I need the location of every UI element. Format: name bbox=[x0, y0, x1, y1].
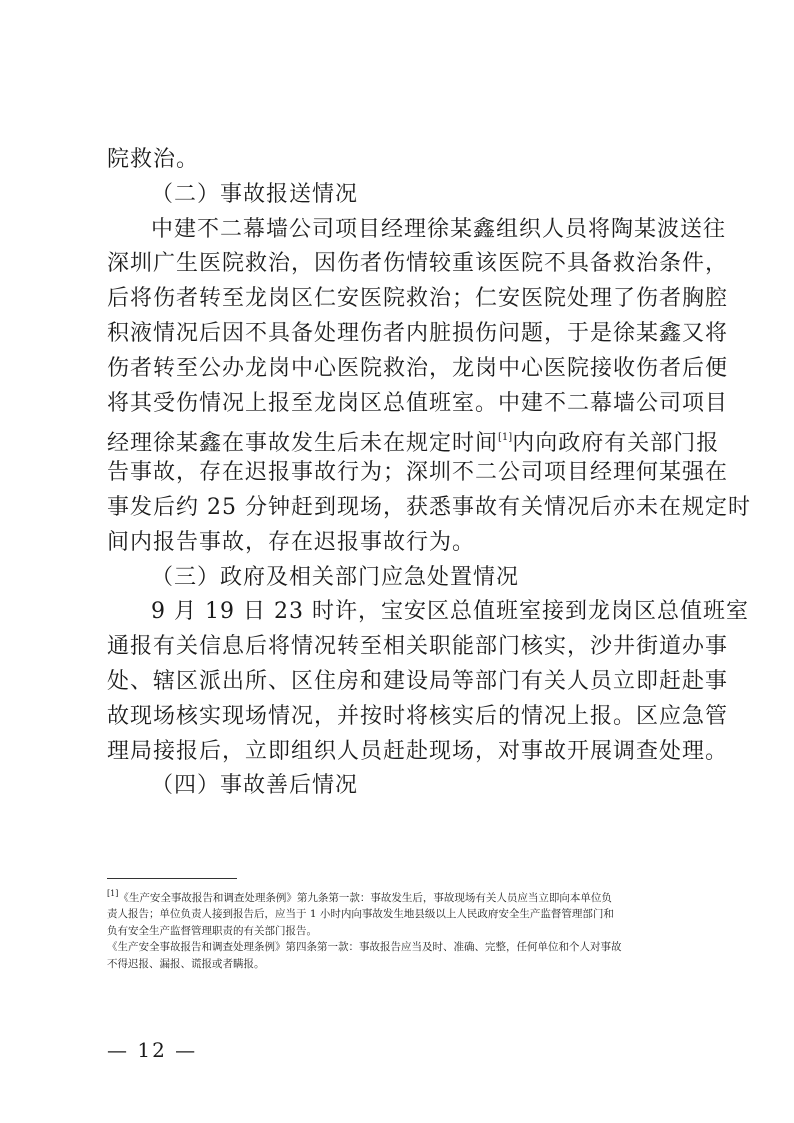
body-text bbox=[107, 143, 751, 804]
paragraph-line: 9 月 19 日 23 时许，宝安区总值班室接到龙岗区总值班室 bbox=[151, 599, 749, 625]
line-segment: 经理徐某鑫在事故发生后未在规定时间 bbox=[107, 431, 499, 457]
section-heading: （四）事故善后情况 bbox=[151, 773, 359, 799]
footnote-reference[interactable]: [1] bbox=[498, 432, 513, 444]
footnote-divider bbox=[107, 878, 237, 879]
section-heading: （三）政府及相关部门应急处置情况 bbox=[151, 564, 520, 590]
paragraph-line: 中建不二幕墙公司项目经理徐某鑫组织人员将陶某波送往 bbox=[151, 216, 727, 242]
paragraph-line: 深圳广生医院救治，因伤者伤情较重该医院不具备救治条件， bbox=[107, 251, 729, 277]
paragraph-line-with-footnote bbox=[107, 421, 720, 457]
footnote-line: 责人报告；单位负责人接到报告后，应当于 1 小时内向事故发生地县级以上人民政府安全生产监督管理部门和 bbox=[107, 908, 614, 921]
paragraph-line: 事发后约 25 分钟赶到现场，获悉事故有关情况后亦未在规定时 bbox=[107, 494, 751, 520]
line-segment: 内向政府有关部门报 bbox=[512, 431, 720, 457]
footnote-text: 《生产安全事故报告和调查处理条例》第九条第一款：事故发生后，事故现场有关人员应当立即向本单位负 bbox=[118, 892, 612, 904]
footnote-line: 不得迟报、漏报、谎报或者瞒报。 bbox=[107, 957, 265, 970]
paragraph-line: 后将伤者转至龙岗区仁安医院救治；仁安医院处理了伤者胸腔 bbox=[107, 286, 729, 312]
paragraph-line: 间内报告事故，存在迟报事故行为。 bbox=[107, 529, 476, 555]
paragraph-line: 通报有关信息后将情况转至相关职能部门核实，沙井街道办事 bbox=[107, 634, 729, 660]
footnote-line bbox=[107, 886, 699, 906]
paragraph-line: 院救治。 bbox=[107, 147, 200, 172]
page-number: — 12 — bbox=[107, 1038, 198, 1062]
section-heading: （二）事故报送情况 bbox=[151, 181, 359, 207]
paragraph-line: 伤者转至公办龙岗中心医院救治，龙岗中心医院接收伤者后便 bbox=[107, 355, 729, 381]
paragraph-line: 处、辖区派出所、区住房和建设局等部门有关人员立即赶赴事 bbox=[107, 668, 729, 694]
footnote-marker: [1] bbox=[107, 889, 119, 898]
paragraph-line: 故现场核实现场情况，并按时将核实后的情况上报。区应急管 bbox=[107, 703, 729, 729]
paragraph-line: 告事故，存在迟报事故行为；深圳不二公司项目经理何某强在 bbox=[107, 460, 729, 486]
footnotes bbox=[107, 886, 699, 972]
footnote-line: 《生产安全事故报告和调查处理条例》第四条第一款：事故报告应当及时、准确、完整，任何单位和个人对事故 bbox=[107, 941, 622, 954]
footnote-line: 负有安全生产监督管理职责的有关部门报告。 bbox=[107, 924, 317, 937]
paragraph-line: 理局接报后，立即组织人员赶赴现场，对事故开展调查处理。 bbox=[107, 738, 729, 764]
paragraph-line: 积液情况后因不具备处理伤者内脏损伤问题，于是徐某鑫又将 bbox=[107, 320, 729, 346]
paragraph-line: 将其受伤情况上报至龙岗区总值班室。中建不二幕墙公司项目 bbox=[107, 390, 729, 416]
